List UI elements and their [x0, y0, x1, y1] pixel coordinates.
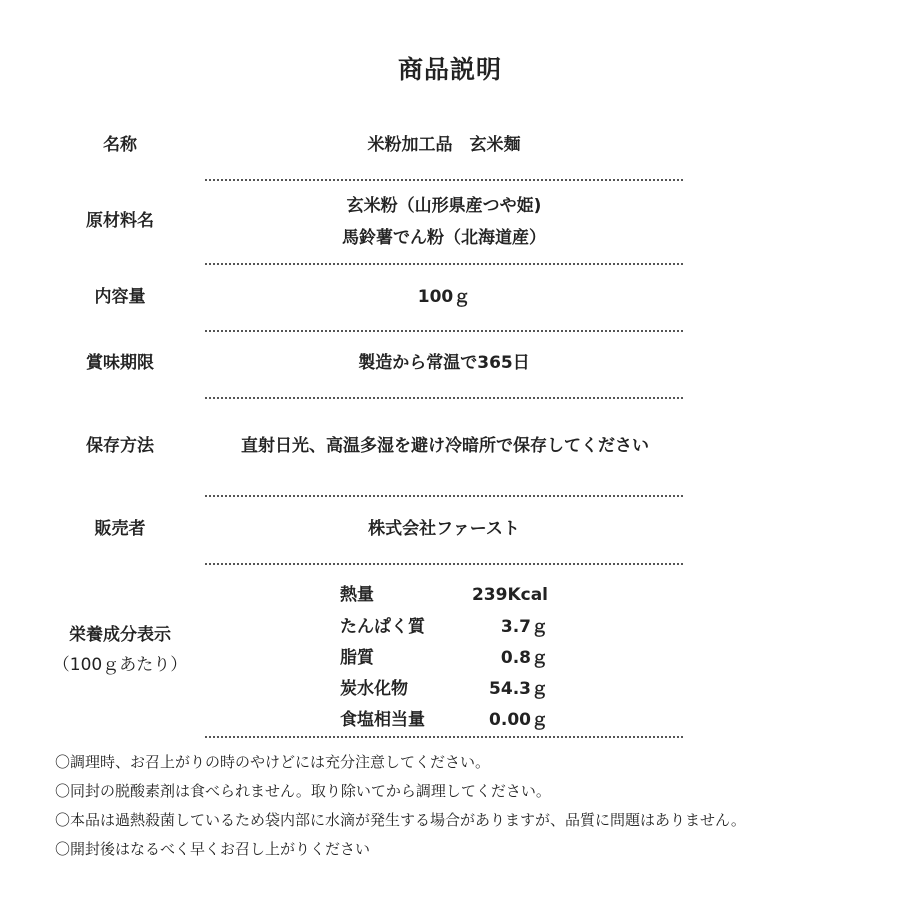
- separator: [205, 495, 683, 497]
- note-line: 〇開封後はなるべく早くお召し上がりください: [55, 840, 371, 858]
- row-value-ingredients-line2: 馬鈴薯でん粉（北海道産）: [342, 228, 546, 248]
- nutrition-item-value: 239Kcal: [471, 585, 548, 605]
- row-label-expiry: 賞味期限: [86, 353, 154, 373]
- row-label-ingredients: 原材料名: [86, 211, 154, 231]
- separator: [205, 179, 683, 181]
- nutrition-item-name: 炭水化物: [340, 679, 408, 699]
- page-title: 商品説明: [397, 55, 502, 84]
- nutrition-item-value: 54.3ｇ: [489, 679, 548, 699]
- row-value-storage: 直射日光、高温多湿を避け冷暗所で保存してください: [241, 436, 649, 456]
- row-label-nutrition: 栄養成分表示: [69, 625, 171, 645]
- row-value-name: 米粉加工品 玄米麺: [367, 135, 521, 155]
- separator: [205, 263, 683, 265]
- nutrition-item-name: 食塩相当量: [340, 710, 425, 730]
- separator: [205, 397, 683, 399]
- row-value-seller: 株式会社ファースト: [368, 519, 520, 539]
- note-line: 〇同封の脱酸素剤は食べられません。取り除いてから調理してください。: [55, 782, 551, 800]
- note-line: 〇本品は過熱殺菌しているため袋内部に水滴が発生する場合がありますが、品質に問題はありません。: [55, 811, 746, 829]
- nutrition-item-value: 0.8ｇ: [500, 648, 548, 668]
- nutrition-item-name: 熱量: [340, 585, 374, 605]
- separator: [205, 563, 683, 565]
- row-label-storage: 保存方法: [86, 436, 154, 456]
- row-label-content: 内容量: [94, 287, 146, 307]
- row-value-content: 100ｇ: [417, 287, 471, 307]
- row-value-expiry: 製造から常温で365日: [358, 353, 530, 373]
- nutrition-item-value: 0.00ｇ: [489, 710, 548, 730]
- row-label-seller: 販売者: [94, 519, 146, 539]
- separator: [205, 330, 683, 332]
- nutrition-item-value: 3.7ｇ: [500, 617, 548, 637]
- row-value-ingredients-line1: 玄米粉（山形県産つや姫): [346, 196, 542, 216]
- row-label-name: 名称: [103, 135, 137, 155]
- nutrition-item-name: たんぱく質: [340, 617, 425, 637]
- row-label-nutrition-sub: （100ｇあたり）: [52, 655, 188, 675]
- note-line: 〇調理時、お召上がりの時のやけどには充分注意してください。: [55, 753, 491, 771]
- nutrition-item-name: 脂質: [340, 648, 374, 668]
- separator: [205, 736, 683, 738]
